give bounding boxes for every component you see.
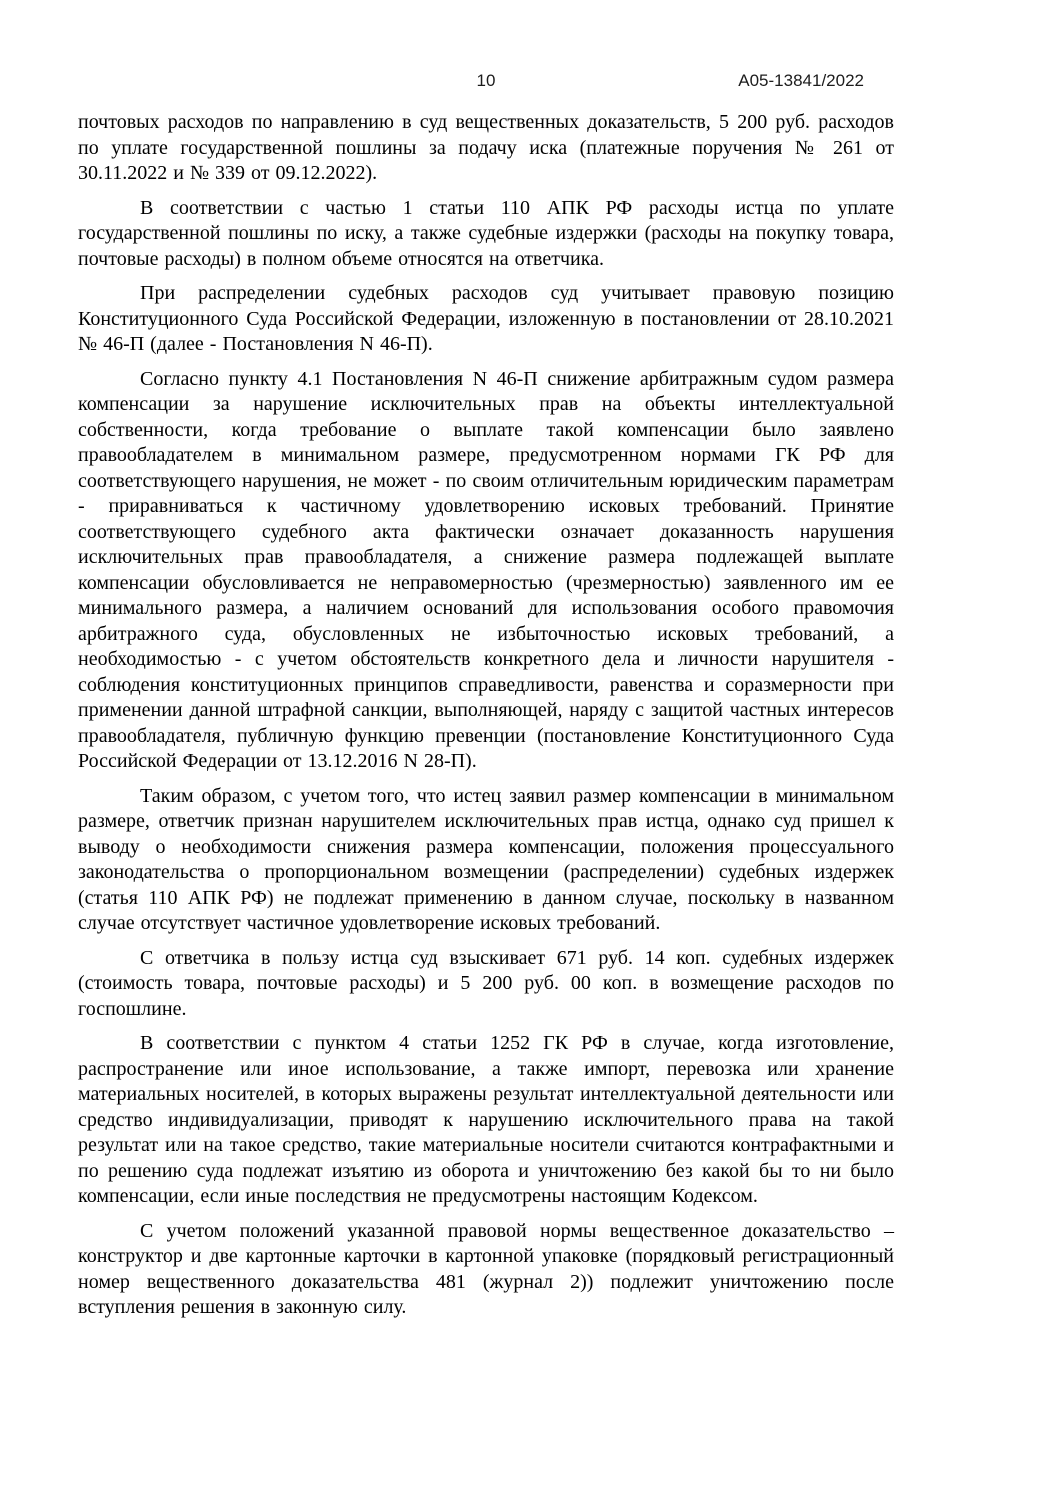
case-number: А05-13841/2022 — [738, 71, 864, 90]
paragraph: При распределении судебных расходов суд учитывает правовую позицию Конституционного Суда Российской Федерации, изложенную в постановлении от 28.10.2021 № 46-П (далее - Постановления N 46-П). — [78, 282, 894, 355]
paragraph: Согласно пункту 4.1 Постановления N 46-П снижение арбитражным судом размера компенсации за нарушение исключительных прав на объекты интеллектуальной собственности, когда требование о выплате такой компенсации было заявлено правообладателем в минимальном размере, предусмотренном нормами ГК РФ для соответствующего нарушения, не может - по своим отличительным юридическим параметрам - приравниваться к частичному удовлетворению исковых требований. Принятие соответствующего судебного акта фактически означает доказанность нарушения исключительных прав правообладателя, а снижение размера подлежащей выплате компенсации обусловливается не неправомерностью (чрезмерностью) заявленного им ее минимального размера, а наличием оснований для использования особого правомочия арбитражного суда, обусловленных не избыточностью исковых требований, а необходимостью - с учетом обстоятельств конкретного дела и личности нарушителя - соблюдения конституционных принципов справедливости, равенства и соразмерности при применении данной штрафной санкции, выполняющей, наряду с защитой частных интересов правообладателя, публичную функцию превенции (постановление Конституционного Суда Российской Федерации от 13.12.2016 N 28-П). — [78, 367, 894, 772]
paragraph: Таким образом, с учетом того, что истец заявил размер компенсации в минимальном размере, ответчик признан нарушителем исключительных прав истца, однако суд пришел к выводу о необходимости снижения размера компенсации, положения процессуального законодательства о пропорциональном возмещении (распределении) судебных издержек (статья 110 АПК РФ) не подлежат применению в данном случае, поскольку в названном случае отсутствует частичное удовлетворение исковых требований. — [78, 784, 894, 934]
paragraph: С учетом положений указанной правовой нормы вещественное доказательство – конструктор и две картонные карточки в картонной упаковке (порядковый регистрационный номер вещественного доказательства 481 (журнал 2)) подлежит уничтожению после вступления решения в законную силу. — [78, 1219, 894, 1318]
page-header — [78, 70, 894, 92]
paragraph: В соответствии с частью 1 статьи 110 АПК РФ расходы истца по уплате государственной пошлины по иску, а также судебные издержки (расходы на покупку товара, почтовые расходы) в полном объеме относятся на ответчика. — [78, 196, 894, 270]
paragraph-continuation: почтовых расходов по направлению в суд вещественных доказательств, 5 200 руб. расходов по уплате государственной пошлины за подачу иска (платежные поручения № 261 от 30.11.2022 и № 339 от 09.12.2022). — [78, 111, 894, 184]
page-number: 10 — [476, 71, 496, 90]
paragraph: С ответчика в пользу истца суд взыскивает 671 руб. 14 коп. судебных издержек (стоимость товара, почтовые расходы) и 5 200 руб. 00 коп. в возмещение расходов по госпошлине. — [78, 946, 894, 1020]
document-body — [78, 110, 894, 1330]
paragraph: В соответствии с пунктом 4 статьи 1252 ГК РФ в случае, когда изготовление, распространение или иное использование, а также импорт, перевозка или хранение материальных носителей, в которых выражены результат интеллектуальной деятельности или средство индивидуализации, приводят к нарушению исключительного права на такой результат или на такое средство, такие материальные носители считаются контрафактными и по решению суда подлежат изъятию из оборота и уничтожению без какой бы то ни было компенсации, если иные последствия не предусмотрены настоящим Кодексом. — [78, 1032, 894, 1207]
